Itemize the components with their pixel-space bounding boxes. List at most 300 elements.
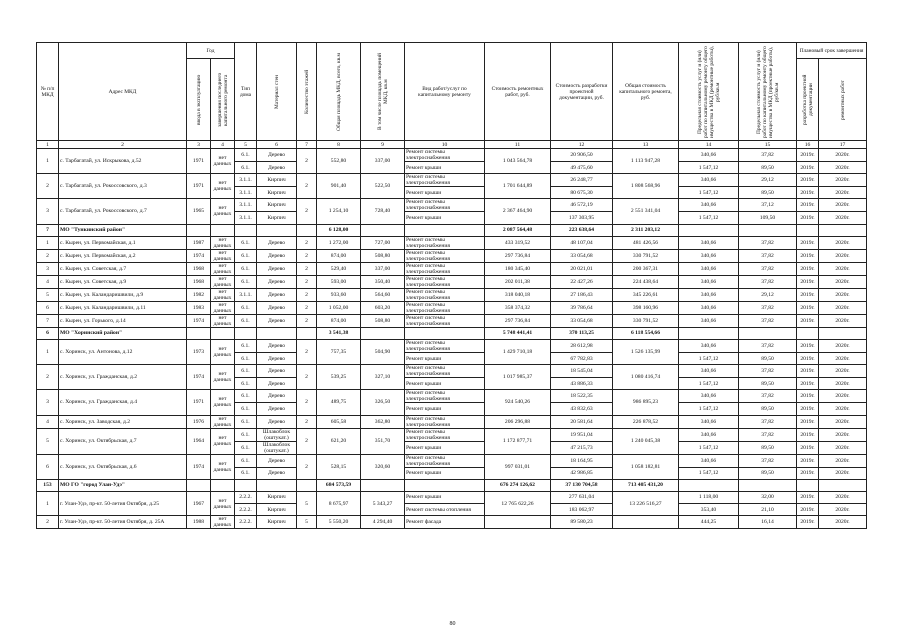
table-row: [37, 288, 867, 301]
table-cell: 4: [37, 415, 59, 428]
table-cell: 337,00: [361, 149, 405, 174]
table-cell: 12 765 622,26: [485, 491, 551, 515]
table-cell: 2019г.: [797, 199, 819, 212]
table-cell: 874,00: [317, 314, 361, 327]
subtotal-row: [37, 327, 867, 339]
table-cell: нет данных: [211, 365, 235, 390]
table-row: [37, 390, 867, 403]
table-cell: 5: [37, 288, 59, 301]
table-cell: 37,82: [739, 415, 797, 428]
table-cell: Дерево: [257, 236, 297, 249]
table-cell: 37,82: [739, 314, 797, 327]
table-cell: 43 886,33: [551, 378, 613, 390]
table-cell: Ремонт системы электроснабжения: [405, 314, 485, 327]
table-cell: 529,40: [317, 262, 361, 275]
table-cell: 6.1.: [235, 454, 257, 467]
table-row: [37, 249, 867, 262]
table-cell: 6.1.: [235, 339, 257, 352]
header-work-type: Вид работ/услуг по капитальному ремонту: [405, 43, 485, 141]
table-cell: Кирпич: [257, 199, 297, 212]
table-cell: Ремонт системы электроснабжения: [405, 288, 485, 301]
table-cell: 2019г.: [797, 187, 819, 199]
table-cell: 6: [37, 454, 59, 479]
table-cell: 1 547,12: [679, 212, 739, 224]
header-plan-group: Плановый срок завершения: [797, 43, 867, 59]
table-cell: 2: [297, 199, 317, 224]
table-cell: 37,82: [739, 339, 797, 352]
table-cell: 340,66: [679, 365, 739, 378]
table-cell: [739, 327, 797, 339]
table-cell: Дерево: [257, 275, 297, 288]
table-cell: 318 040,18: [485, 288, 551, 301]
table-cell: Дерево: [257, 390, 297, 403]
table-cell: 1 080 416,74: [613, 365, 679, 390]
table-cell: Ремонт крыши: [405, 403, 485, 415]
table-cell: 1968: [187, 275, 211, 288]
table-cell: МО "Хоринский район": [59, 327, 187, 339]
table-cell: 2019г.: [797, 249, 819, 262]
table-cell: 901,40: [317, 174, 361, 199]
header-address: Адрес МКД: [59, 43, 187, 141]
table-cell: 340,66: [679, 174, 739, 187]
table-cell: 2020г.: [819, 149, 867, 162]
header-total-cost: Общая стоимость капитального ремонта, руб.: [613, 43, 679, 141]
table-cell: 3: [37, 262, 59, 275]
table-row: [37, 454, 867, 467]
table-cell: 481 426,56: [613, 236, 679, 249]
table-cell: 43 832,63: [551, 403, 613, 415]
table-cell: 1 172 877,71: [485, 428, 551, 454]
table-cell: 20 021,01: [551, 262, 613, 275]
table-cell: [235, 479, 257, 491]
table-cell: 353,40: [679, 504, 739, 516]
table-row: [37, 415, 867, 428]
table-cell: Ремонт системы электроснабжения: [405, 249, 485, 262]
table-cell: 18 164,95: [551, 454, 613, 467]
table-cell: 2: [297, 288, 317, 301]
table-cell: [187, 224, 211, 236]
table-cell: 202 011,38: [485, 275, 551, 288]
table-cell: 327,10: [361, 365, 405, 390]
table-cell: [679, 224, 739, 236]
table-cell: [211, 327, 235, 339]
table-cell: 2019г.: [797, 262, 819, 275]
table-cell: Ремонт системы электроснабжения: [405, 236, 485, 249]
table-cell: нет данных: [211, 415, 235, 428]
table-cell: 1 254,10: [317, 199, 361, 224]
table-cell: с. Тарбагатай, ул. Рокоссовского, д.3: [59, 174, 187, 199]
table-cell: 874,00: [317, 249, 361, 262]
table-cell: Ремонт крыши: [405, 441, 485, 454]
table-cell: 350,40: [361, 275, 405, 288]
table-cell: 6.1.: [235, 162, 257, 174]
table-cell: Ремонт системы электроснабжения: [405, 390, 485, 403]
table-cell: Ремонт крыши: [405, 212, 485, 224]
table-cell: 1974: [187, 365, 211, 390]
table-row: [37, 275, 867, 288]
column-number-cell: 5: [235, 141, 257, 149]
table-cell: 340,66: [679, 288, 739, 301]
table-cell: 684 573,59: [317, 479, 361, 491]
table-cell: 18 522,35: [551, 390, 613, 403]
table-cell: 504,90: [361, 339, 405, 364]
table-cell: 1 058 182,81: [613, 454, 679, 479]
table-cell: 39 786,64: [551, 301, 613, 314]
table-cell: 2 311 203,12: [613, 224, 679, 236]
table-cell: Шлакоблок (оштукат.): [257, 428, 297, 441]
table-cell: [257, 327, 297, 339]
table-cell: 1974: [187, 454, 211, 479]
table-cell: Дерево: [257, 454, 297, 467]
table-cell: 508,80: [361, 249, 405, 262]
table-cell: 1 547,12: [679, 162, 739, 174]
table-cell: нет данных: [211, 249, 235, 262]
table-cell: [257, 479, 297, 491]
table-cell: 2: [297, 275, 317, 288]
table-cell: 5: [297, 516, 317, 529]
table-cell: 48 107,04: [551, 236, 613, 249]
table-cell: с. Кырен, ул. Каландаришвили, д.11: [59, 301, 187, 314]
header-year-built: ввода в эксплуатацию: [187, 59, 211, 141]
table-cell: 6 128,00: [317, 224, 361, 236]
table-cell: 489,75: [317, 390, 361, 415]
capital-repair-table-sheet: [36, 42, 866, 529]
table-cell: [679, 479, 739, 491]
table-cell: 183 062,97: [551, 504, 613, 516]
table-cell: с. Тарбагатай, ул. Искрыкова, д.52: [59, 149, 187, 174]
header-wall-material: Материал стен: [257, 43, 297, 141]
table-cell: 2: [297, 301, 317, 314]
table-cell: 1 052,00: [317, 301, 361, 314]
header-repair-cost: Стоимость ремонтных работ, руб.: [485, 43, 551, 141]
table-cell: 1971: [187, 390, 211, 415]
table-cell: 37,82: [739, 428, 797, 441]
table-row: [37, 199, 867, 212]
table-cell: 6.1.: [235, 390, 257, 403]
table-cell: 2020г.: [819, 262, 867, 275]
table-cell: 508,80: [361, 314, 405, 327]
table-cell: 80 675,30: [551, 187, 613, 199]
table-cell: 340,66: [679, 428, 739, 441]
table-cell: 20 906,50: [551, 149, 613, 162]
table-cell: 2: [37, 365, 59, 390]
table-cell: с. Хоринск, ул. Гражданская, д.4: [59, 390, 187, 415]
table-cell: 2019г.: [797, 467, 819, 479]
table-cell: МО "Тункинский район": [59, 224, 187, 236]
table-cell: 2019г.: [797, 162, 819, 174]
table-cell: [819, 224, 867, 236]
table-cell: с. Кырен, ул. Каландаришвили, д.9: [59, 288, 187, 301]
table-cell: Дерево: [257, 249, 297, 262]
table-cell: 358 374,32: [485, 301, 551, 314]
table-cell: 21,10: [739, 504, 797, 516]
table-cell: Ремонт фасада: [405, 516, 485, 529]
table-cell: 3.1.1.: [235, 199, 257, 212]
table-cell: 2019г.: [797, 301, 819, 314]
table-cell: Дерево: [257, 352, 297, 364]
table-cell: 37,82: [739, 301, 797, 314]
table-cell: нет данных: [211, 199, 235, 224]
column-number-cell: 17: [819, 141, 867, 149]
table-cell: 2020г.: [819, 339, 867, 352]
table-cell: 19 951,04: [551, 428, 613, 441]
table-cell: Ремонт системы электроснабжения: [405, 365, 485, 378]
table-cell: 997 031,01: [485, 454, 551, 479]
table-cell: 3: [37, 390, 59, 415]
header-floors: Количество этажей: [297, 43, 317, 141]
column-number-cell: 15: [739, 141, 797, 149]
table-cell: 2: [297, 249, 317, 262]
table-cell: 3.1.1.: [235, 288, 257, 301]
column-number-cell: 16: [797, 141, 819, 149]
header-year-group: Год: [187, 43, 235, 59]
table-cell: [405, 479, 485, 491]
table-cell: нет данных: [211, 428, 235, 454]
table-cell: 37,82: [739, 149, 797, 162]
header-num: № п/п МКД: [37, 43, 59, 141]
table-cell: 593,00: [317, 275, 361, 288]
table-cell: 37,82: [739, 390, 797, 403]
table-cell: 2: [297, 428, 317, 454]
table-cell: 6: [37, 301, 59, 314]
table-cell: 1: [37, 149, 59, 174]
table-cell: 2020г.: [819, 378, 867, 390]
table-cell: 2019г.: [797, 454, 819, 467]
table-cell: 4 294,40: [361, 516, 405, 529]
table-cell: Кирпич: [257, 187, 297, 199]
table-cell: нет данных: [211, 454, 235, 479]
table-cell: 1 701 644,89: [485, 174, 551, 199]
table-cell: 2 087 564,48: [485, 224, 551, 236]
table-row: [37, 262, 867, 275]
table-cell: Дерево: [257, 314, 297, 327]
header-house-type: Тип дома: [235, 43, 257, 141]
table-cell: 1968: [187, 262, 211, 275]
table-body: [37, 149, 867, 529]
table-cell: 2 367 464,90: [485, 199, 551, 224]
table-cell: 1964: [187, 428, 211, 454]
table-cell: нет данных: [211, 288, 235, 301]
header-living-area: В том числе площадь помещений МКД, кв.м: [361, 43, 405, 141]
table-cell: 1987: [187, 236, 211, 249]
table-cell: [361, 224, 405, 236]
table-cell: 2019г.: [797, 149, 819, 162]
table-cell: Ремонт системы электроснабжения: [405, 262, 485, 275]
table-cell: Дерево: [257, 378, 297, 390]
table-cell: с. Хоринск, ул. Октябрьская, д.7: [59, 428, 187, 454]
table-cell: 33 054,68: [551, 314, 613, 327]
table-cell: [405, 224, 485, 236]
table-cell: 2019г.: [797, 390, 819, 403]
table-cell: [297, 224, 317, 236]
table-cell: 6.1.: [235, 428, 257, 441]
table-cell: 226 878,52: [613, 415, 679, 428]
table-cell: 29,12: [739, 174, 797, 187]
table-cell: 2020г.: [819, 174, 867, 187]
column-number-cell: 3: [187, 141, 211, 149]
table-cell: 2: [297, 339, 317, 364]
table-cell: 676 274 126,62: [485, 479, 551, 491]
table-cell: 933,60: [317, 288, 361, 301]
table-cell: 340,66: [679, 301, 739, 314]
table-cell: 1973: [187, 339, 211, 364]
table-cell: 2020г.: [819, 288, 867, 301]
table-cell: Ремонт системы электроснабжения: [405, 301, 485, 314]
table-cell: 2: [297, 174, 317, 199]
table-cell: 6.1.: [235, 249, 257, 262]
table-cell: 340,66: [679, 149, 739, 162]
table-cell: 4: [37, 275, 59, 288]
table-cell: 444,25: [679, 516, 739, 529]
table-cell: 46 572,19: [551, 199, 613, 212]
table-cell: 2020г.: [819, 454, 867, 467]
table-cell: с. Кырен, ул. Первомайская, д.2: [59, 249, 187, 262]
table-cell: Ремонт системы электроснабжения: [405, 174, 485, 187]
table-cell: 2019г.: [797, 212, 819, 224]
table-cell: 224 438,64: [613, 275, 679, 288]
table-cell: 2: [297, 262, 317, 275]
table-cell: 2 551 341,04: [613, 199, 679, 224]
table-cell: 2020г.: [819, 249, 867, 262]
table-cell: 89,50: [739, 162, 797, 174]
table-row: [37, 174, 867, 187]
table-cell: 297 736,84: [485, 314, 551, 327]
table-cell: с. Хоринск, ул. Антонова, д.12: [59, 339, 187, 364]
table-cell: 42 986,85: [551, 467, 613, 479]
table-cell: 2020г.: [819, 467, 867, 479]
table-cell: 13 226 516,27: [613, 491, 679, 515]
table-cell: Дерево: [257, 162, 297, 174]
table-cell: 330 791,52: [613, 314, 679, 327]
table-cell: 2020г.: [819, 491, 867, 503]
table-cell: 713 405 431,20: [613, 479, 679, 491]
table-cell: 340,66: [679, 390, 739, 403]
table-cell: 340,66: [679, 199, 739, 212]
table-cell: 37,82: [739, 249, 797, 262]
table-cell: г. Улан-Удэ, пр-кт. 50-летия Октября, д. 25А: [59, 516, 187, 529]
table-cell: 2: [297, 149, 317, 174]
table-cell: нет данных: [211, 174, 235, 199]
table-cell: 37,12: [739, 199, 797, 212]
table-row: [37, 314, 867, 327]
table-cell: 5: [297, 491, 317, 515]
table-cell: 1965: [187, 199, 211, 224]
table-cell: 1 429 710,18: [485, 339, 551, 364]
table-cell: 1 526 135,99: [613, 339, 679, 364]
table-cell: 539,25: [317, 365, 361, 390]
table-cell: 137 303,95: [551, 212, 613, 224]
table-cell: Дерево: [257, 339, 297, 352]
table-cell: [679, 327, 739, 339]
table-cell: 3.1.1.: [235, 174, 257, 187]
table-cell: 2020г.: [819, 301, 867, 314]
table-cell: [187, 479, 211, 491]
table-cell: 2019г.: [797, 236, 819, 249]
table-cell: Ремонт крыши: [405, 187, 485, 199]
subtotal-row: [37, 224, 867, 236]
table-cell: 2020г.: [819, 275, 867, 288]
table-cell: 340,66: [679, 262, 739, 275]
subtotal-row: [37, 479, 867, 491]
table-cell: Ремонт системы электроснабжения: [405, 339, 485, 352]
table-cell: Дерево: [257, 403, 297, 415]
table-cell: 728,40: [361, 199, 405, 224]
table-cell: 6.1.: [235, 262, 257, 275]
table-cell: 2020г.: [819, 352, 867, 364]
table-cell: 27 186,43: [551, 288, 613, 301]
table-cell: 6.1.: [235, 415, 257, 428]
table-cell: [211, 224, 235, 236]
table-cell: 6.1.: [235, 314, 257, 327]
table-cell: 1967: [187, 491, 211, 515]
table-cell: 1 547,12: [679, 378, 739, 390]
table-cell: 22 427,26: [551, 275, 613, 288]
column-number-cell: 11: [485, 141, 551, 149]
table-cell: 223 638,64: [551, 224, 613, 236]
table-cell: 320,60: [361, 454, 405, 479]
table-cell: 2: [297, 365, 317, 390]
header-plan-design: разработка проектной документации: [797, 59, 819, 141]
table-cell: Ремонт системы электроснабжения: [405, 149, 485, 162]
table-cell: 1971: [187, 174, 211, 199]
table-cell: 2: [297, 390, 317, 415]
table-cell: 986 895,23: [613, 390, 679, 415]
table-cell: [613, 516, 679, 529]
header-year-repair: завершения последнего капитального ремонта: [211, 59, 235, 141]
column-number-cell: 2: [59, 141, 187, 149]
table-cell: 2019г.: [797, 174, 819, 187]
table-cell: Ремонт крыши: [405, 352, 485, 364]
table-cell: 37,82: [739, 236, 797, 249]
table-cell: 340,66: [679, 415, 739, 428]
table-cell: 2019г.: [797, 378, 819, 390]
table-cell: 1982: [187, 288, 211, 301]
table-cell: 1 118,00: [679, 491, 739, 503]
table-row: [37, 339, 867, 352]
table-cell: нет данных: [211, 516, 235, 529]
table-cell: с. Хоринск, ул. Октябрьская, д.6: [59, 454, 187, 479]
table-cell: 2.2.2.: [235, 504, 257, 516]
table-cell: 727,00: [361, 236, 405, 249]
table-cell: 6.1.: [235, 149, 257, 162]
table-cell: 20 581,64: [551, 415, 613, 428]
table-cell: 2019г.: [797, 339, 819, 352]
table-cell: [235, 224, 257, 236]
table-cell: 2020г.: [819, 441, 867, 454]
table-cell: 7: [37, 224, 59, 236]
table-cell: 1971: [187, 149, 211, 174]
table-cell: [361, 479, 405, 491]
table-cell: 2020г.: [819, 403, 867, 415]
table-cell: [797, 479, 819, 491]
table-cell: 6.1.: [235, 301, 257, 314]
table-cell: 330 791,52: [613, 249, 679, 262]
table-cell: 2020г.: [819, 162, 867, 174]
table-cell: 180 345,40: [485, 262, 551, 275]
table-row: [37, 365, 867, 378]
table-cell: Кирпич: [257, 504, 297, 516]
table-cell: 2020г.: [819, 236, 867, 249]
table-cell: нет данных: [211, 314, 235, 327]
table-cell: 18 545,04: [551, 365, 613, 378]
table-cell: 621,20: [317, 428, 361, 454]
table-cell: 1 272,00: [317, 236, 361, 249]
table-cell: Кирпич: [257, 212, 297, 224]
table-cell: 7: [37, 314, 59, 327]
header-total-area: Общая площадь МКД, всего, кв.м: [317, 43, 361, 141]
table-cell: 5 550,20: [317, 516, 361, 529]
table-cell: 2020г.: [819, 516, 867, 529]
